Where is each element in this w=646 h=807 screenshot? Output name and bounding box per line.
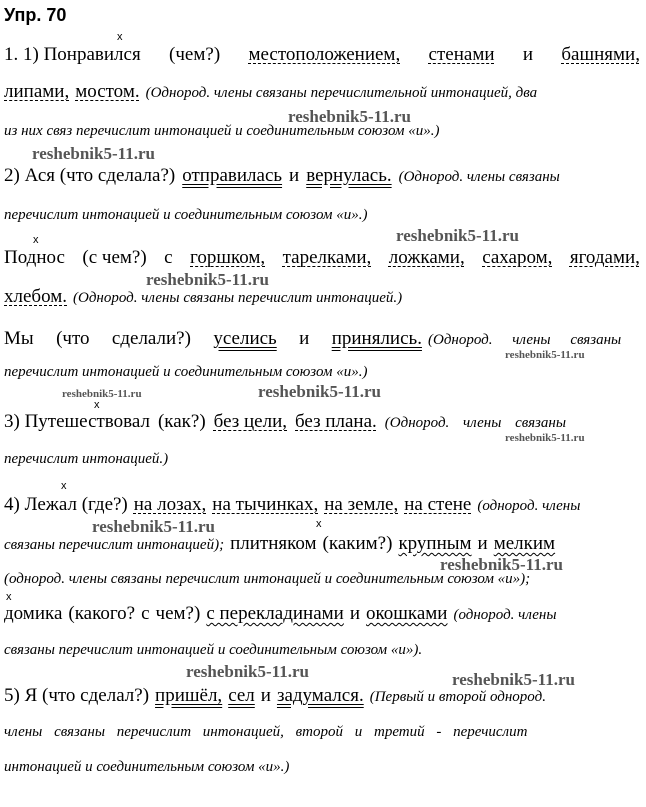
note: (Однород. члены связаны перечислит интонацией.): [73, 290, 403, 306]
line-12: [4, 495, 640, 514]
conjunction: и: [349, 603, 360, 624]
word-underlined: тарелками,: [282, 247, 372, 268]
text: домика: [4, 603, 63, 624]
text: плитняком: [230, 533, 317, 554]
question: (чем?): [169, 44, 221, 65]
line-14: (однород. члены связаны перечислит интонацией и соединительным союзом «и»);: [4, 571, 531, 587]
watermark: reshebnik5-11.ru: [440, 555, 563, 574]
word-underlined: на земле,: [324, 494, 399, 515]
word-underlined: стенами: [428, 44, 495, 65]
question: с: [141, 603, 150, 624]
note: (Однород. члены связаны: [428, 332, 622, 348]
line-16: связаны перечислит интонацией и соединительным союзом «и»).: [4, 642, 423, 658]
word-underlined: хлебом.: [4, 286, 67, 307]
subject: Поднос: [4, 247, 65, 268]
subject: Мы: [4, 328, 34, 349]
text: 1. 1) Понравился: [4, 44, 141, 65]
line-8: [4, 329, 640, 348]
question: чем?): [155, 603, 201, 624]
predicate: задумался.: [276, 685, 364, 706]
predicate: принялись.: [331, 328, 422, 349]
question: (с чем?): [82, 247, 147, 268]
word-wavy: крупным: [398, 533, 472, 554]
question: сделали?): [111, 328, 191, 349]
line-19: интонацией и соединительным союзом «и».): [4, 759, 290, 775]
predicate-text: 3) Путешествовал: [4, 411, 150, 432]
text: 2) Ася (что сделала?): [4, 165, 176, 186]
word-underlined: горшком,: [190, 247, 266, 268]
question: (что: [56, 328, 90, 349]
note: (Однород. члены связаны: [384, 415, 567, 431]
watermark: reshebnik5-11.ru: [92, 517, 215, 536]
text: 5) Я (что сделал?): [4, 685, 150, 706]
question: (какого?: [68, 603, 136, 624]
word-wavy: окошками: [366, 603, 448, 624]
line-10: [4, 412, 640, 431]
word-underlined: местоположением,: [248, 44, 401, 65]
line-11: перечислит интонацией.): [4, 451, 169, 467]
watermark: reshebnik5-11.ru: [505, 432, 585, 444]
watermark: reshebnik5-11.ru: [186, 662, 309, 681]
predicate: сел: [228, 685, 255, 706]
word-underlined: липами,: [4, 81, 70, 102]
line-7: [4, 287, 640, 306]
predicate: уселись: [213, 328, 277, 349]
line-6: [4, 248, 640, 267]
word-wavy: с перекладинами: [206, 603, 344, 624]
x-mark: x: [33, 234, 39, 246]
preposition: с: [164, 247, 173, 268]
line-9: перечислит интонацией и соединительным союзом «и».): [4, 364, 368, 380]
word-underlined: на тычинках,: [212, 494, 319, 515]
conjunction: и: [260, 685, 271, 706]
line-3: из них связ перечислит интонацией и соединительным союзом «и».): [4, 123, 440, 139]
watermark: reshebnik5-11.ru: [452, 670, 575, 689]
question: (каким?): [322, 533, 393, 554]
word-underlined: башнями,: [561, 44, 640, 65]
x-mark: x: [6, 591, 12, 603]
x-mark: x: [316, 518, 322, 530]
line-8-main: [4, 329, 422, 348]
watermark: reshebnik5-11.ru: [288, 107, 411, 126]
line-17: [4, 686, 640, 705]
conjunction: и: [477, 533, 488, 554]
conjunction: и: [522, 44, 534, 65]
predicate: отправилась: [182, 165, 283, 186]
watermark: reshebnik5-11.ru: [62, 388, 142, 400]
watermark: reshebnik5-11.ru: [258, 382, 381, 401]
watermark: reshebnik5-11.ru: [396, 226, 519, 245]
x-mark: x: [61, 480, 67, 492]
line-15: [4, 604, 640, 623]
predicate: пришёл,: [155, 685, 223, 706]
x-mark: x: [117, 31, 123, 43]
predicate: вернулась.: [306, 165, 392, 186]
text: 4) Лежал (где?): [4, 494, 128, 515]
note: (Однород. члены связаны: [398, 169, 560, 185]
word-underlined: ложками,: [388, 247, 465, 268]
conjunction: и: [289, 165, 300, 186]
word-wavy: мелким: [493, 533, 556, 554]
note: (Первый и второй однород.: [369, 689, 546, 705]
conjunction: и: [299, 328, 310, 349]
word-underlined: сахаром,: [482, 247, 553, 268]
exercise-title: Упр. 70: [4, 5, 67, 25]
line-2: [4, 82, 640, 101]
watermark: reshebnik5-11.ru: [32, 144, 155, 163]
note: (Однород. члены связаны перечислительной интонацией, два: [145, 85, 538, 101]
note: (однород. члены: [477, 498, 581, 514]
word-underlined: на лозах,: [133, 494, 207, 515]
line-13: [4, 534, 640, 553]
line-5: перечислит интонацией и соединительным союзом «и».): [4, 207, 368, 223]
question: (как?): [157, 411, 206, 432]
word-underlined: мостом.: [75, 81, 140, 102]
note: связаны перечислит интонацией);: [4, 537, 225, 553]
word-underlined: на стене: [404, 494, 472, 515]
line-4: [4, 166, 640, 185]
line-1: [4, 45, 640, 64]
word-underlined: без плана.: [295, 411, 377, 432]
watermark: reshebnik5-11.ru: [146, 270, 269, 289]
watermark: reshebnik5-11.ru: [505, 349, 585, 361]
word-underlined: без цели,: [213, 411, 287, 432]
word-underlined: ягодами,: [569, 247, 640, 268]
x-mark: x: [94, 399, 100, 411]
line-18: члены связаны перечислит интонацией, второй и третий - перечислит: [4, 724, 528, 740]
note: (однород. члены: [453, 607, 557, 623]
